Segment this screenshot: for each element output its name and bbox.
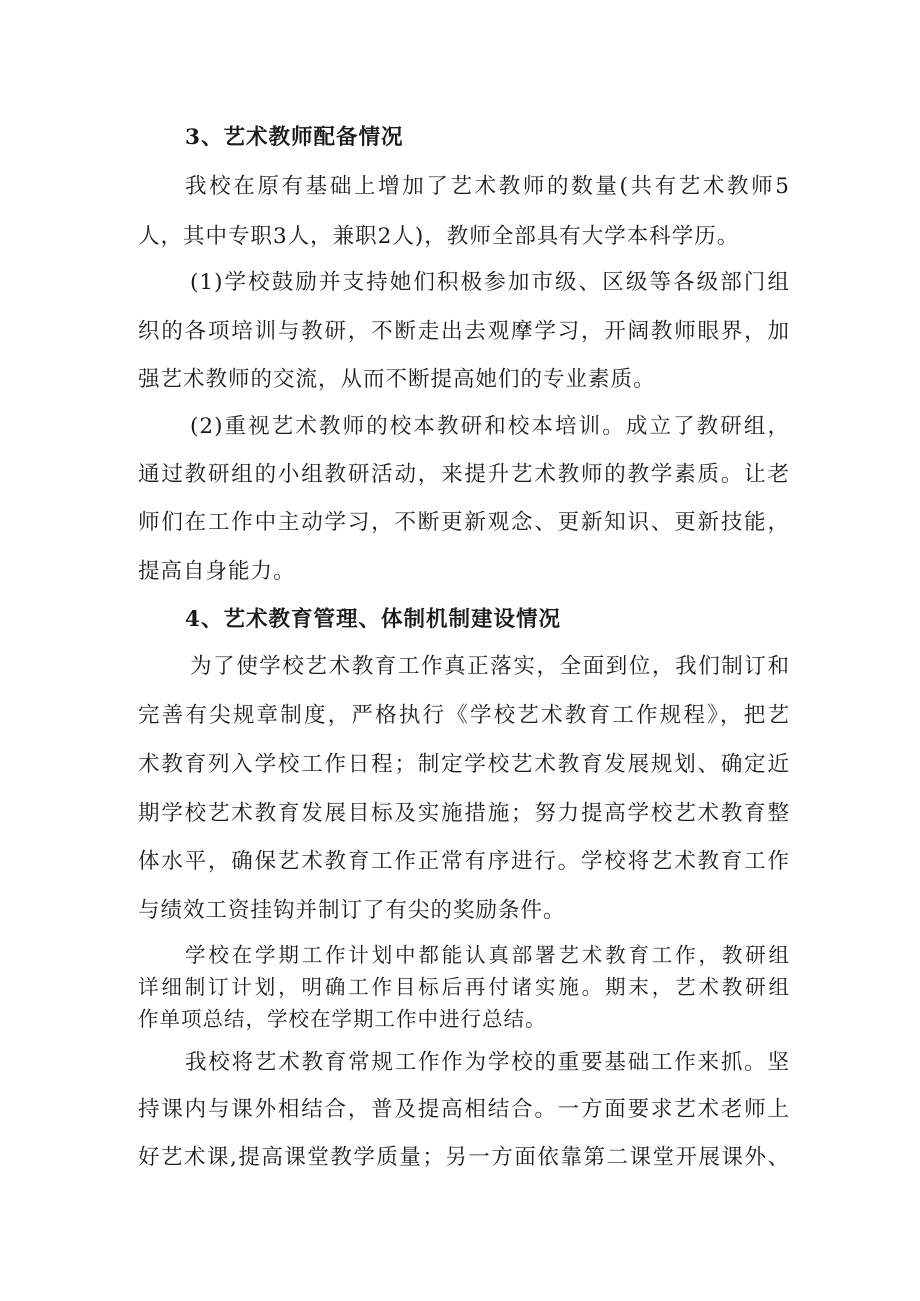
text-line: 好艺术课,提高课堂教学质量；另一方面依靠第二课堂开展课外、	[138, 1145, 790, 1170]
text-line: 通过教研组的小组教研活动，来提升艺术教师的教学素质。让老	[138, 462, 790, 487]
text-line: (2)重视艺术教师的校本教研和校本培训。成立了教研组，	[190, 414, 790, 439]
text-line: 我校在原有基础上增加了艺术教师的数量(共有艺术教师5	[185, 174, 790, 199]
text-line: 人，其中专职3人，兼职2人)，教师全部具有大学本科学历。	[138, 224, 740, 249]
text-line: (1)学校鼓励并支持她们积极参加市级、区级等各级部门组	[190, 270, 790, 295]
text-line: 学校在学期工作计划中都能认真部署艺术教育工作，教研组	[185, 943, 790, 967]
text-line: 术教育列入学校工作日程；制定学校艺术教育发展规划、确定近	[138, 752, 790, 777]
text-line: 我校将艺术教育常规工作作为学校的重要基础工作来抓。坚	[185, 1050, 790, 1075]
text-line: 完善有尖规章制度，严格执行《学校艺术教育工作规程》，把艺	[138, 703, 790, 728]
text-line: 详细制订计划，明确工作目标后再付诸实施。期末，艺术教研组	[138, 975, 790, 999]
text-line: 师们在工作中主动学习，不断更新观念、更新知识、更新技能，	[138, 510, 790, 535]
text-line: 强艺术教师的交流，从而不断提高她们的专业素质。	[138, 367, 656, 392]
text-line: 为了使学校艺术教育工作真正落实，全面到位，我们制订和	[190, 654, 790, 679]
text-line: 体水平，确保艺术教育工作正常有序进行。学校将艺术教育工作	[138, 849, 790, 874]
section-3-heading: 3、艺术教师配备情况	[185, 125, 404, 150]
text-line: 织的各项培训与教研，不断走出去观摩学习，开阔教师眼界，加	[138, 319, 790, 344]
text-line: 作单项总结，学校在学期工作中进行总结。	[138, 1007, 547, 1031]
text-line: 持课内与课外相结合，普及提高相结合。一方面要求艺术老师上	[138, 1097, 790, 1122]
section-4-heading: 4、艺术教育管理、体制机制建设情况	[185, 607, 561, 632]
text-line: 期学校艺术教育发展目标及实施措施；努力提高学校艺术教育整	[138, 801, 790, 826]
text-line: 提高自身能力。	[138, 559, 296, 584]
text-line: 与绩效工资挂钩并制订了有尖的奖励条件。	[138, 898, 566, 923]
